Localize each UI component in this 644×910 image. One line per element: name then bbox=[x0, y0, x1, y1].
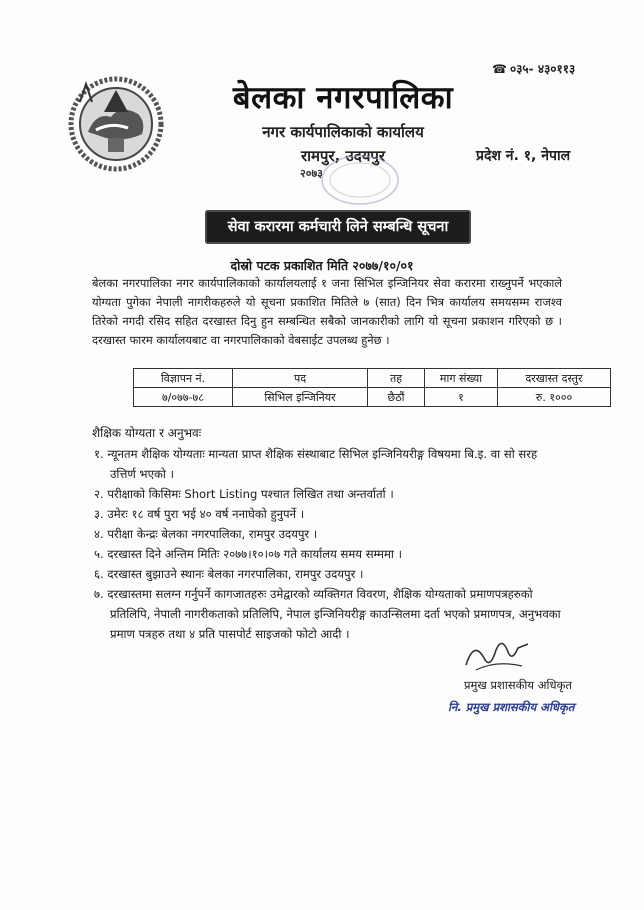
office-subtitle: नगर कार्यपालिकाको कार्यालय bbox=[262, 123, 424, 141]
publication-date: दोस्रो पटक प्रकाशित मिति २०७७/१०/०१ bbox=[230, 258, 414, 273]
table-cell: १ bbox=[425, 388, 498, 407]
vacancy-table bbox=[133, 368, 611, 407]
list-item: ३. उमेरः १८ वर्ष पुरा भई ४० वर्ष ननाघेको हुनुपर्ने । bbox=[94, 507, 305, 521]
signatory-title: प्रमुख प्रशासकीय अधिकृत bbox=[464, 678, 572, 692]
list-item: २. परीक्षाको किसिमः Short Listing पश्चात लिखित तथा अन्तर्वार्ता । bbox=[94, 487, 394, 501]
list-item: ५. दरखास्त दिने अन्तिम मितिः २०७७।१०।०७ गते कार्यालय समय सम्ममा । bbox=[94, 547, 402, 561]
notice-paragraph: बेलका नगरपालिका नगर कार्यपालिकाको कार्यालयलाई १ जना सिभिल इन्जिनियर सेवा करारमा राख्नुपर्ने भएकाले योग्यता पुगेका नेपाली नागरीकहरुले यो सूचना प्रकाशित मितिले ७ (सात) दिन भित्र कार्यालय समयसम्म राजश्व तिरेको नगदी रसिद सहित दरखास्त दिनु हुन सम्बन्धित सबैको जानकारीको लागि यो सूचना प्रकाशन गरिएको छ । दरखास्त फारम कार्यालयबाट वा नगरपालिकाको वेबसाईट उपलब्ध हुनेछ । bbox=[92, 276, 562, 347]
notice-banner: सेवा करारमा कर्मचारी लिने सम्बन्धि सूचना bbox=[205, 210, 471, 244]
municipality-title: बेलका नगरपालिका bbox=[232, 80, 454, 116]
signatory-stamp: नि. प्रमुख प्रशासकीय अधिकृत bbox=[448, 700, 575, 714]
established-year: २०७३ bbox=[300, 167, 323, 180]
table-row bbox=[134, 388, 611, 407]
table-cell: छैठौं bbox=[368, 388, 425, 407]
list-item: ४. परीक्षा केन्द्रः बेलका नगरपालिका, रामपुर उदयपुर । bbox=[94, 527, 318, 541]
table-header: माग संख्या bbox=[425, 369, 498, 388]
telephone-icon: ☎ bbox=[492, 62, 507, 76]
province-label: प्रदेश नं. १, नेपाल bbox=[476, 148, 571, 164]
table-cell: रु. १००० bbox=[498, 388, 611, 407]
nepal-emblem-icon bbox=[66, 72, 166, 172]
phone-number: ☎ ०३५- ४३०११३ bbox=[492, 62, 576, 76]
requirements-title: शैक्षिक योग्यता र अनुभवः bbox=[92, 426, 202, 440]
table-cell: ७/०७७-७८ bbox=[134, 388, 233, 407]
office-address: रामपुर, उदयपुर bbox=[300, 147, 386, 165]
list-item: १. न्यूनतम शैक्षिक योग्यताः मान्यता प्राप्त शैक्षिक संस्थाबाट सिभिल इन्जिनियरीङ्ग विषयमा बि.इ. वा सो सरह उत्तिर्ण भएको । bbox=[94, 447, 538, 481]
handwritten-signature bbox=[456, 630, 536, 675]
office-stamp-icon bbox=[315, 150, 405, 210]
table-header: दरखास्त दस्तुर bbox=[498, 369, 611, 388]
list-item: ६. दरखास्त बुझाउने स्थानः बेलका नगरपालिका, रामपुर उदयपुर । bbox=[94, 567, 364, 581]
table-header: पद bbox=[233, 369, 368, 388]
table-header: तह bbox=[368, 369, 425, 388]
table-header-row bbox=[134, 369, 611, 388]
list-item: ७. दरखास्तमा सलग्न गर्नुपर्ने कागजातहरुः उमेद्वारको व्यक्तिगत विवरण, शैक्षिक योग्यताको प्रमाणपत्रहरुको प्रतिलिपि, नेपाली नागरीकताको प्रतिलिपि, नेपाल इन्जिनियरीङ्ग काउन्सिलमा दर्ता भएको प्रमाणपत्र, अनुभवका प्रमाण पत्रहरु तथा ४ प्रति पासपोर्ट साइजको फोटो आदी । bbox=[94, 587, 561, 641]
requirements-list bbox=[94, 444, 564, 644]
table-header: विज्ञापन नं. bbox=[134, 369, 233, 388]
table-cell: सिभिल इन्जिनियर bbox=[233, 388, 368, 407]
